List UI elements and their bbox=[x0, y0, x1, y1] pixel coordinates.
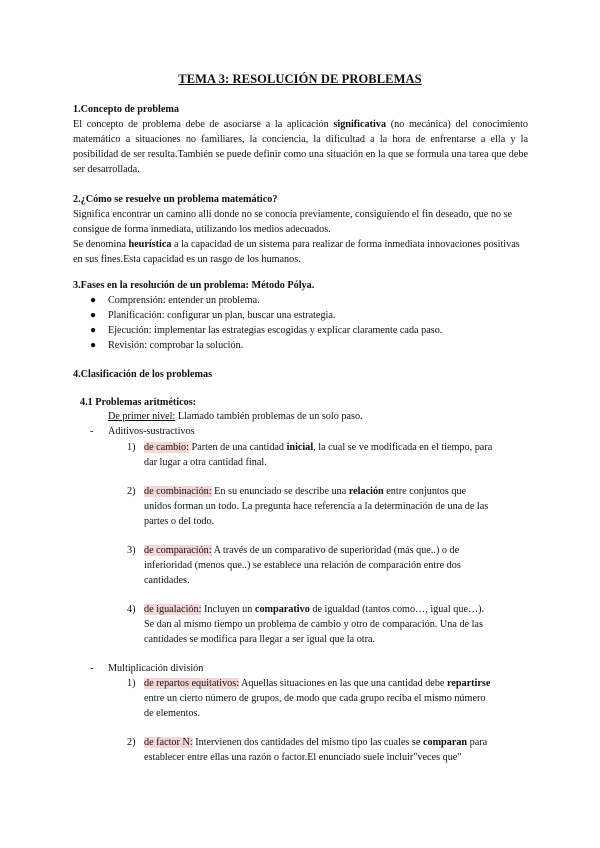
list-item-continuation: entre un cierto número de grupos, de modo que cada grupo reciba el mismo número bbox=[144, 693, 486, 704]
list-item bbox=[144, 484, 466, 499]
highlighted-term: de comparación: bbox=[144, 545, 212, 556]
highlighted-term: de cambio: bbox=[144, 442, 189, 453]
page-title: TEMA 3: RESOLUCIÓN DE PROBLEMAS bbox=[178, 72, 422, 86]
list-item: Ejecución: implementar las estrategias escogidas y explicar claramente cada paso. bbox=[108, 325, 443, 336]
text-run: A través de un comparativo de superioridad (más que..) o de bbox=[211, 545, 460, 556]
highlighted-term: de factor N: bbox=[144, 737, 193, 748]
item-number: 1) bbox=[127, 442, 136, 453]
dash-marker: - bbox=[90, 426, 94, 437]
bullet-icon: ● bbox=[90, 325, 97, 336]
text-run: En su enunciado se describe una bbox=[211, 486, 349, 497]
bold-term: inicial bbox=[286, 442, 314, 453]
group-aditivos: Aditivos-sustractivos bbox=[108, 426, 195, 437]
item-number: 3) bbox=[127, 545, 136, 556]
list-item bbox=[144, 602, 484, 617]
list-item bbox=[144, 440, 534, 455]
nivel-line bbox=[108, 409, 563, 424]
bold-term: relación bbox=[348, 486, 384, 497]
text-run: Incluyen un bbox=[201, 604, 255, 615]
section-2-heading: 2.¿Cómo se resuelve un problema matemático? bbox=[73, 194, 278, 205]
list-item bbox=[144, 543, 459, 558]
list-item-continuation: partes o del todo. bbox=[144, 516, 215, 527]
bold-term: significativa bbox=[333, 119, 387, 130]
text-run: Se denomina bbox=[73, 239, 129, 250]
text-run: a la capacidad de un sistema para realizar de forma inmediata innovaciones positivas en sus fines.Esta capacidad es un rasgo de los humanos. bbox=[73, 239, 520, 265]
highlighted-term: de combinación: bbox=[144, 486, 212, 497]
highlighted-term: de repartos equitativos: bbox=[144, 678, 240, 689]
section-2-paragraph-1: Significa encontrar un camino allí donde no se conocía previamente, consiguiendo el fin deseado, que no se consigue de forma inmediata, utilizando los medios adecuados. bbox=[73, 209, 513, 235]
text-run: Parten de una cantidad bbox=[188, 442, 287, 453]
bullet-icon: ● bbox=[90, 310, 97, 321]
dash-marker: - bbox=[90, 663, 94, 674]
text-run: (no mecánica) del conocimiento matemático a situaciones no familiares, la conciencia, la dificultad a la hora de enfrentarse a ella y la posibilidad de ser resulta.También se puede definir como una situación en la que se formula una tarea que debe ser desarrollada. bbox=[73, 119, 529, 175]
list-item bbox=[144, 735, 487, 750]
text-run: para bbox=[467, 737, 488, 748]
section-1-paragraph bbox=[73, 117, 528, 177]
text-run: Llamado también problemas de un solo paso. bbox=[175, 411, 363, 422]
bold-term: heurística bbox=[128, 239, 172, 250]
list-item bbox=[144, 676, 490, 691]
list-item-continuation: cantidades. bbox=[144, 575, 190, 586]
text-run: de igualdad (tantos como…, igual que…). bbox=[309, 604, 485, 615]
nivel-label: De primer nivel: bbox=[108, 411, 176, 422]
bold-term: comparan bbox=[422, 737, 468, 748]
list-item: Comprensión: entender un problema. bbox=[108, 295, 260, 306]
list-item-continuation: de elementos. bbox=[144, 708, 201, 719]
section-1-heading: 1.Concepto de problema bbox=[73, 104, 179, 115]
section-2-paragraph-2 bbox=[73, 237, 528, 267]
text-run: entre conjuntos que bbox=[383, 486, 467, 497]
item-number: 2) bbox=[127, 737, 136, 748]
highlighted-term: de igualación: bbox=[144, 604, 202, 615]
group-multiplicacion: Multiplicación división bbox=[108, 663, 204, 674]
bullet-icon: ● bbox=[90, 295, 97, 306]
item-number: 2) bbox=[127, 486, 136, 497]
section-4-heading: 4.Clasificación de los problemas bbox=[73, 369, 213, 380]
item-number: 1) bbox=[127, 678, 136, 689]
list-item-continuation: establecer entre ellas una razón o factor.El enunciado suele incluir"veces que" bbox=[144, 752, 462, 763]
bold-term: comparativo bbox=[254, 604, 310, 615]
bullet-icon: ● bbox=[90, 340, 97, 351]
section-3-heading: 3.Fases en la resolución de un problema: Método Pólya. bbox=[73, 280, 315, 291]
list-item: Revisión: comprobar la solución. bbox=[108, 340, 244, 351]
list-item-continuation: dar lugar a otra cantidad final. bbox=[144, 457, 267, 468]
item-number: 4) bbox=[127, 604, 136, 615]
text-run: Intervienen dos cantidades del mismo tipo las cuales se bbox=[192, 737, 423, 748]
bold-term: repartirse bbox=[447, 678, 491, 689]
list-item-continuation: unidos forman un todo. La pregunta hace referencia a la determinación de una de las bbox=[144, 501, 489, 512]
list-item-continuation: Se dan al mismo tiempo un problema de cambio y otro de comparación. Una de las bbox=[144, 619, 483, 630]
list-item: Planificación: configurar un plan, buscar una estrategia. bbox=[108, 310, 336, 321]
text-run: , la cual se ve modificada en el tiempo, para bbox=[313, 442, 493, 453]
list-item-continuation: inferioridad (menos que..) se establece una relación de comparación entre dos bbox=[144, 560, 461, 571]
text-run: Aquellas situaciones en las que una cantidad debe bbox=[239, 678, 447, 689]
section-4-1-heading: 4.1 Problemas aritméticos: bbox=[80, 397, 197, 408]
list-item-continuation: cantidades se modifica para llegar a ser igual que la otra. bbox=[144, 634, 376, 645]
text-run: El concepto de problema debe de asociarse a la aplicación bbox=[73, 119, 334, 130]
